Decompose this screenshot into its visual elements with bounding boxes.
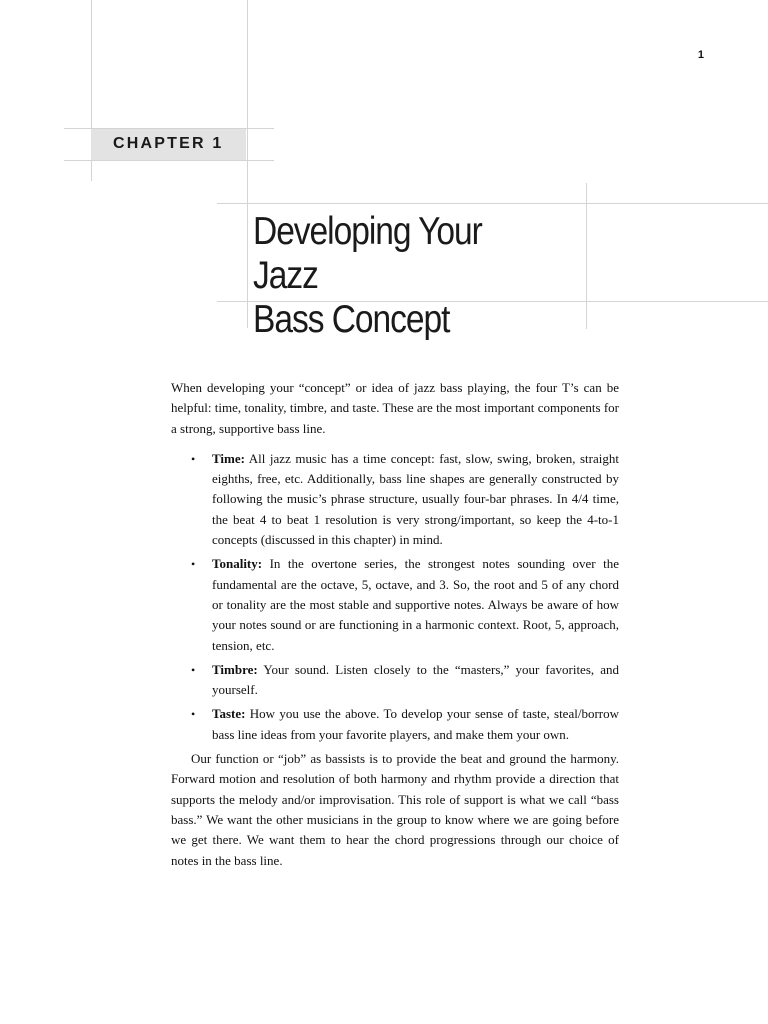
list-item-term: Timbre:	[212, 661, 258, 677]
closing-paragraph: Our function or “job” as bassists is to provide the beat and ground the harmony. Forward motion and resolution of both harmony and rhythm provide a direction that supports the melody and/or improvisation. This role of support is what we call “bass bass.” We want the other musicians in the group to know where we are going before we get there. We want them to hear the chord progressions through our choice of notes in the bass line.	[171, 751, 619, 868]
bullet-icon: •	[191, 451, 196, 466]
rule-vertical-left-2	[247, 0, 248, 328]
list-item-term: Taste:	[212, 706, 246, 722]
list-item-taste	[191, 704, 619, 745]
list-item-text: Your sound. Listen closely to the “masters,” your favorites, and yourself.	[212, 661, 619, 698]
list-item-text: How you use the above. To develop your sense of taste, steal/borrow bass line ideas from your favorite players, and make them your own.	[212, 706, 619, 742]
list-item-time	[191, 449, 619, 550]
rule-horizontal-chapter-bottom	[64, 160, 274, 161]
bullet-icon: •	[191, 557, 196, 572]
chapter-title-line-2: Bass Concept	[253, 298, 450, 341]
intro-paragraph: When developing your “concept” or idea of jazz bass playing, the four T’s can be helpful: time, tonality, timbre, and taste. These are the most important components for a strong, supportive bass line.	[171, 380, 619, 436]
list-item-tonality	[191, 554, 619, 655]
chapter-label: CHAPTER 1	[113, 135, 224, 152]
list-item-term: Time:	[212, 450, 245, 466]
four-ts-list	[171, 449, 619, 745]
body-text	[171, 378, 619, 871]
rule-horizontal-title-top	[217, 203, 768, 204]
list-item-timbre	[191, 660, 619, 701]
list-item-text: All jazz music has a time concept: fast, slow, swing, broken, straight eighths, free, etc. Additionally, bass line shapes are generally constructed by following the music’s phrase structure, usually four-bar phrases. In 4/4 time, the beat 4 to beat 1 resolution is very strong/important, so keep the 4-to-1 concepts (discussed in this chapter) in mind.	[212, 450, 619, 548]
page-number: 1	[697, 49, 704, 61]
list-item-text: In the overtone series, the strongest notes sounding over the fundamental are the octave, 5, octave, and 3. So, the root and 5 of any chord or tonality are the most stable and supportive notes. Always be aware of how your notes sound or are functioning in a harmonic context. Root, 5, approach, tension, etc.	[212, 556, 619, 653]
chapter-title-line-1: Developing Your Jazz	[253, 210, 482, 297]
rule-vertical-right	[586, 183, 587, 329]
chapter-title	[253, 210, 537, 342]
bullet-icon: •	[191, 707, 196, 722]
list-item-term: Tonality:	[212, 556, 263, 572]
bullet-icon: •	[191, 662, 196, 677]
